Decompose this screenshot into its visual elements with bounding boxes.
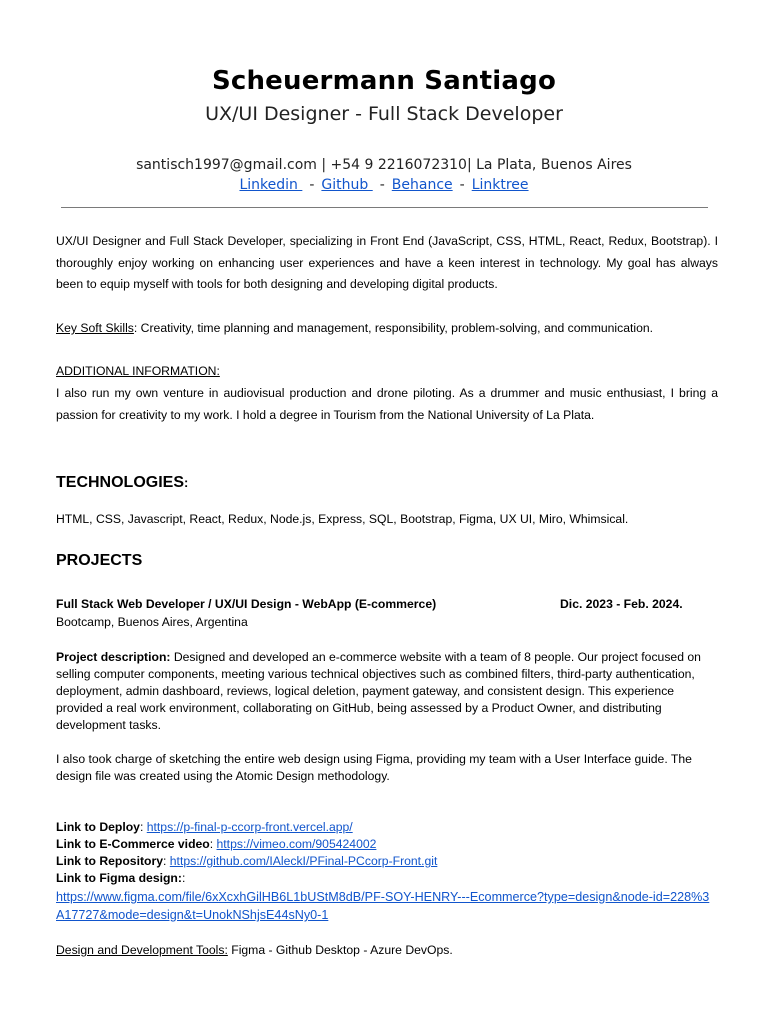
candidate-name: Scheuermann Santiago [211,66,557,96]
video-link-line: Link to E-Commerce video: https://vimeo.com/905424002 [56,837,377,851]
project-title: Full Stack Web Developer / UX/UI Design - WebApp (E-commerce) [56,597,437,611]
deploy-label: Link to Deploy [56,820,140,834]
repo-label: Link to Repository [56,854,163,868]
link-separator: - [309,177,315,193]
header-divider [61,207,708,208]
tools-text: Figma - Github Desktop - Azure DevOps. [227,943,453,957]
github-link[interactable]: Github [321,177,373,193]
soft-skills-paragraph [56,318,718,340]
figma-paragraph: I also took charge of sketching the entire web design using Figma, providing my team with a User Interface guide. The design file was created using the Atomic Design methodology. [56,752,692,783]
project-description-label: Project description: [56,650,171,664]
additional-info-label [56,361,718,383]
video-link[interactable]: https://vimeo.com/905424002 [216,837,377,851]
link-separator: - [379,177,385,193]
project-description-text: Designed and developed an e-commerce website with a team of 8 people. Our project focused on selling computer components, meeting various technical objectives such as combined filters, third-party authentication, deployment, admin dashboard, reviews, logical deletion, payment gateway, and consistent design. This experience provided a real work environment, collaborating on GitHub, being assessed by a Product Owner, and distributing development tasks. [56,650,701,732]
additional-info-heading: ADDITIONAL INFORMATION: [56,364,220,378]
repo-link-line: Link to Repository: https://github.com/IAleckI/PFinal-PCcorp-Front.git [56,854,438,868]
soft-skills-label: Key Soft Skills [56,321,134,335]
candidate-role: UX/UI Designer - Full Stack Developer [205,103,563,125]
figma-label: Link to Figma design: [56,871,182,885]
technologies-heading [56,474,188,492]
project-date: Dic. 2023 - Feb. 2024. [560,597,683,611]
contact-line: santisch1997@gmail.com | +54 9 2216072310| La Plata, Buenos Aires [136,157,632,173]
technologies-list: HTML, CSS, Javascript, React, Redux, Node.js, Express, SQL, Bootstrap, Figma, UX UI, Miro, Whimsical. [56,512,629,526]
summary-paragraph: UX/UI Designer and Full Stack Developer, specializing in Front End (JavaScript, CSS, HTML, React, Redux, Bootstrap). I thoroughly enjoy working on enhancing user experiences and have a keen interest in technology. My goal has always been to equip myself with tools for both designing and developing digital products. [56,234,718,291]
figma-link[interactable]: https://www.figma.com/file/6xXcxhGilHB6L1bUStM8dB/PF-SOY-HENRY---Ecommerce?type=design&node-id=228%3A17727&mode=design&t=UnokNShjsE44sNy0-1 [56,890,710,922]
technologies-heading-colon: : [184,475,189,490]
deploy-link-line: Link to Deploy: https://p-final-p-ccorp-front.vercel.app/ [56,820,353,834]
behance-link[interactable]: Behance [391,177,453,193]
figma-label-colon: : [181,871,186,885]
figma-link-line [56,870,716,887]
tools-label: Design and Development Tools: [56,943,228,957]
video-label: Link to E-Commerce video [56,837,210,851]
figma-link-wrap [56,888,714,924]
linkedin-link[interactable]: Linkedin [239,177,303,193]
project-description [56,649,716,734]
project-location: Bootcamp, Buenos Aires, Argentina [56,615,248,629]
tools-line [56,942,716,959]
linktree-link[interactable]: Linktree [471,177,529,193]
technologies-heading-text: TECHNOLOGIES [56,474,185,491]
link-separator: - [459,177,465,193]
deploy-link[interactable]: https://p-final-p-ccorp-front.vercel.app/ [146,820,353,834]
soft-skills-text: : Creativity, time planning and management, responsibility, problem-solving, and communication. [133,321,654,335]
additional-info-text: I also run my own venture in audiovisual production and drone piloting. As a drummer and music enthusiast, I bring a passion for creativity to my work. I hold a degree in Tourism from the National University of La Plata. [56,386,718,422]
profile-links [0,177,768,193]
repo-link[interactable]: https://github.com/IAleckI/PFinal-PCcorp-Front.git [169,854,438,868]
projects-heading: PROJECTS [56,552,143,569]
